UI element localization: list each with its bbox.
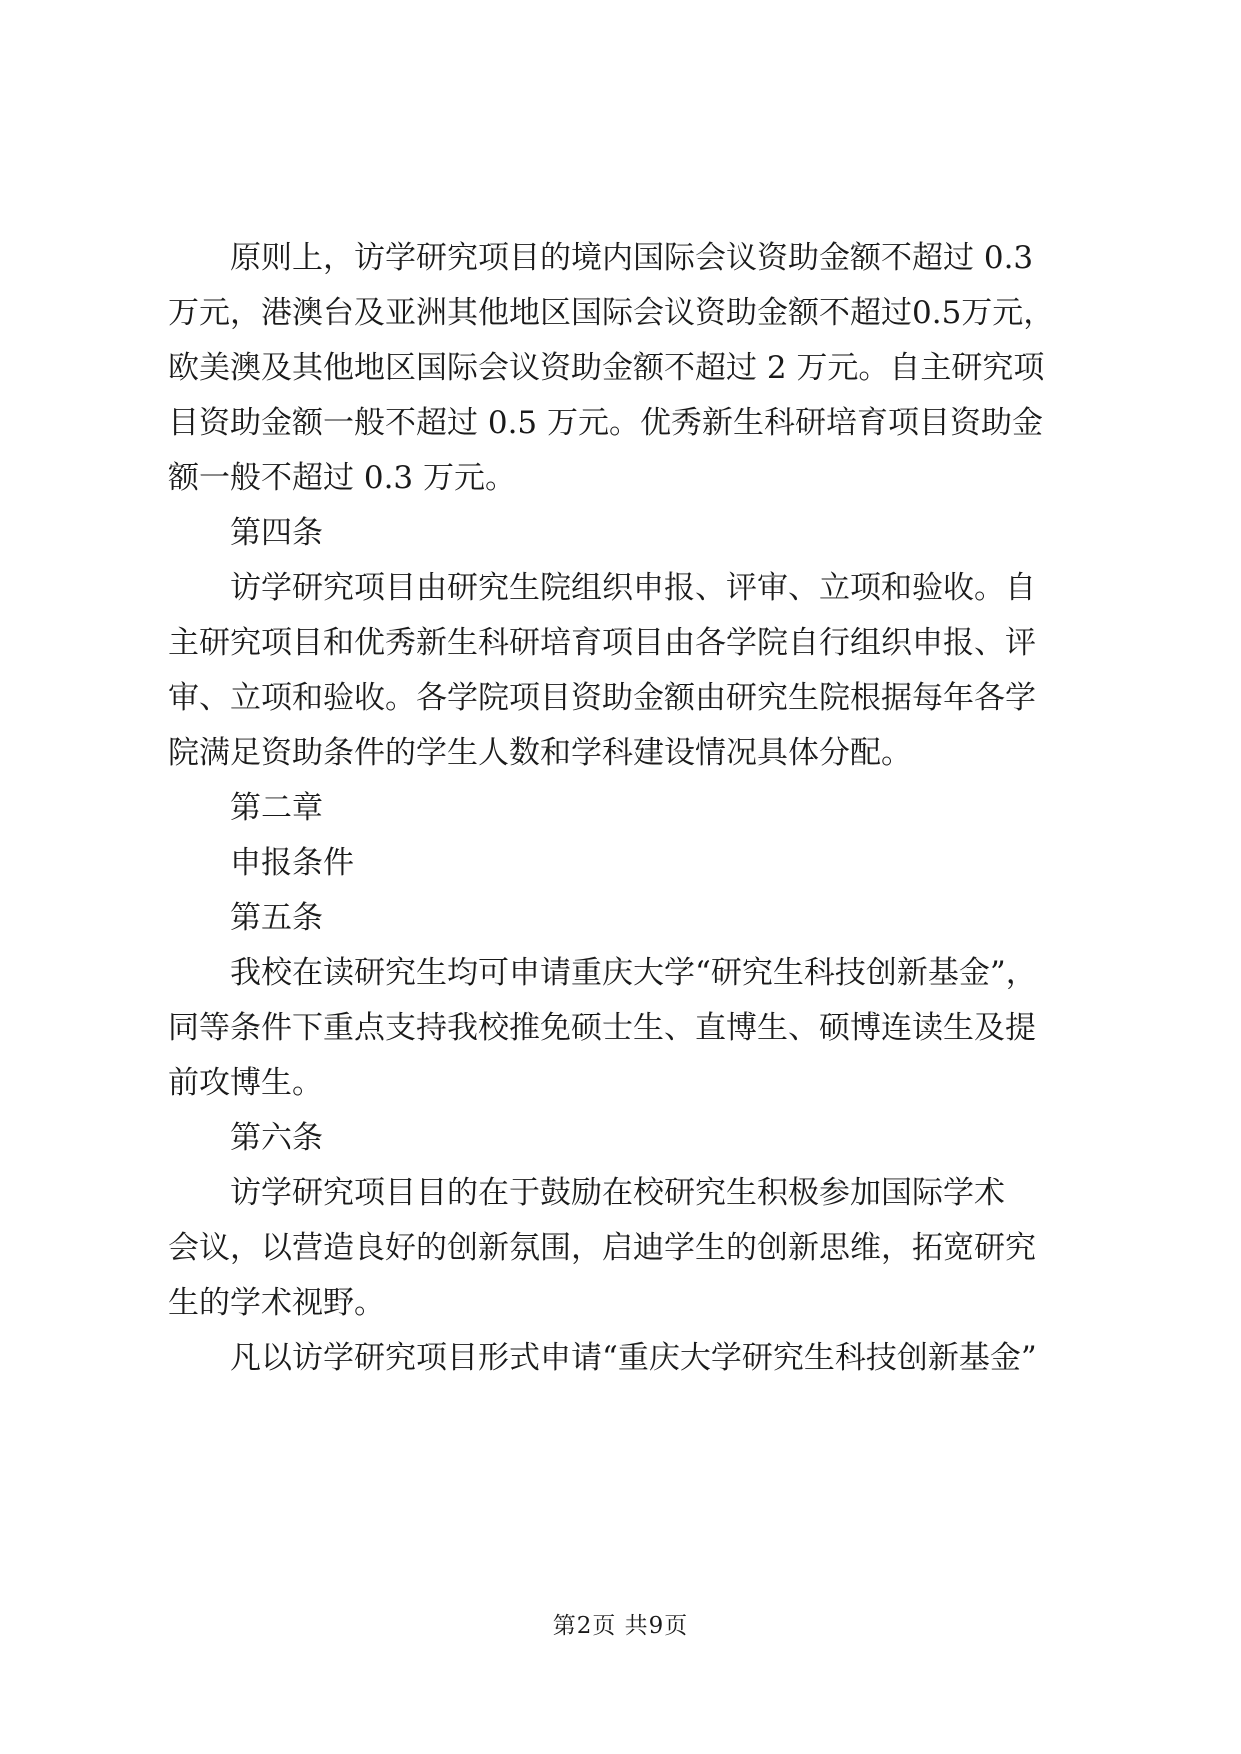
section-heading: 第六条 (230, 1120, 323, 1156)
paragraph-line: 同等条件下重点支持我校推免硕士生、直博生、硕博连读生及提 (168, 1010, 1036, 1046)
paragraph (168, 231, 1088, 506)
document-body (168, 231, 1088, 1386)
paragraph-line: 主研究项目和优秀新生科研培育项目由各学院自行组织申报、评 (168, 625, 1036, 661)
paragraph (168, 561, 1088, 781)
paragraph (168, 946, 1088, 1111)
paragraph-line: 原则上，访学研究项目的境内国际会议资助金额不超过 0.3 (230, 240, 1034, 276)
paragraph-line: 我校在读研究生均可申请重庆大学“研究生科技创新基金”， (230, 955, 1037, 991)
paragraph-line: 生的学术视野。 (168, 1285, 385, 1321)
paragraph-line: 欧美澳及其他地区国际会议资助金额不超过 2 万元。自主研究项 (168, 350, 1045, 386)
paragraph (168, 1166, 1088, 1331)
paragraph-line: 访学研究项目目的在于鼓励在校研究生积极参加国际学术 (230, 1175, 1005, 1211)
paragraph-line: 会议，以营造良好的创新氛围，启迪学生的创新思维，拓宽研究 (168, 1230, 1036, 1266)
paragraph-line: 访学研究项目由研究生院组织申报、评审、立项和验收。自 (230, 570, 1036, 606)
section-heading: 第四条 (230, 515, 323, 551)
page-footer: 第2页 共9页 (552, 1613, 689, 1639)
paragraph-line: 凡以访学研究项目形式申请“重庆大学研究生科技创新基金” (230, 1340, 1037, 1376)
paragraph-line: 额一般不超过 0.3 万元。 (168, 460, 517, 496)
paragraph (168, 1331, 1088, 1386)
section-heading: 第五条 (230, 900, 323, 936)
paragraph-line: 审、立项和验收。各学院项目资助金额由研究生院根据每年各学 (168, 680, 1036, 716)
paragraph-line: 万元，港澳台及亚洲其他地区国际会议资助金额不超过0.5万元， (168, 295, 1055, 331)
section-heading: 第二章 (230, 790, 323, 826)
paragraph-line: 前攻博生。 (168, 1065, 323, 1101)
section-heading: 申报条件 (230, 845, 354, 881)
paragraph-line: 院满足资助条件的学生人数和学科建设情况具体分配。 (168, 735, 912, 771)
paragraph-line: 目资助金额一般不超过 0.5 万元。优秀新生科研培育项目资助金 (168, 405, 1044, 441)
